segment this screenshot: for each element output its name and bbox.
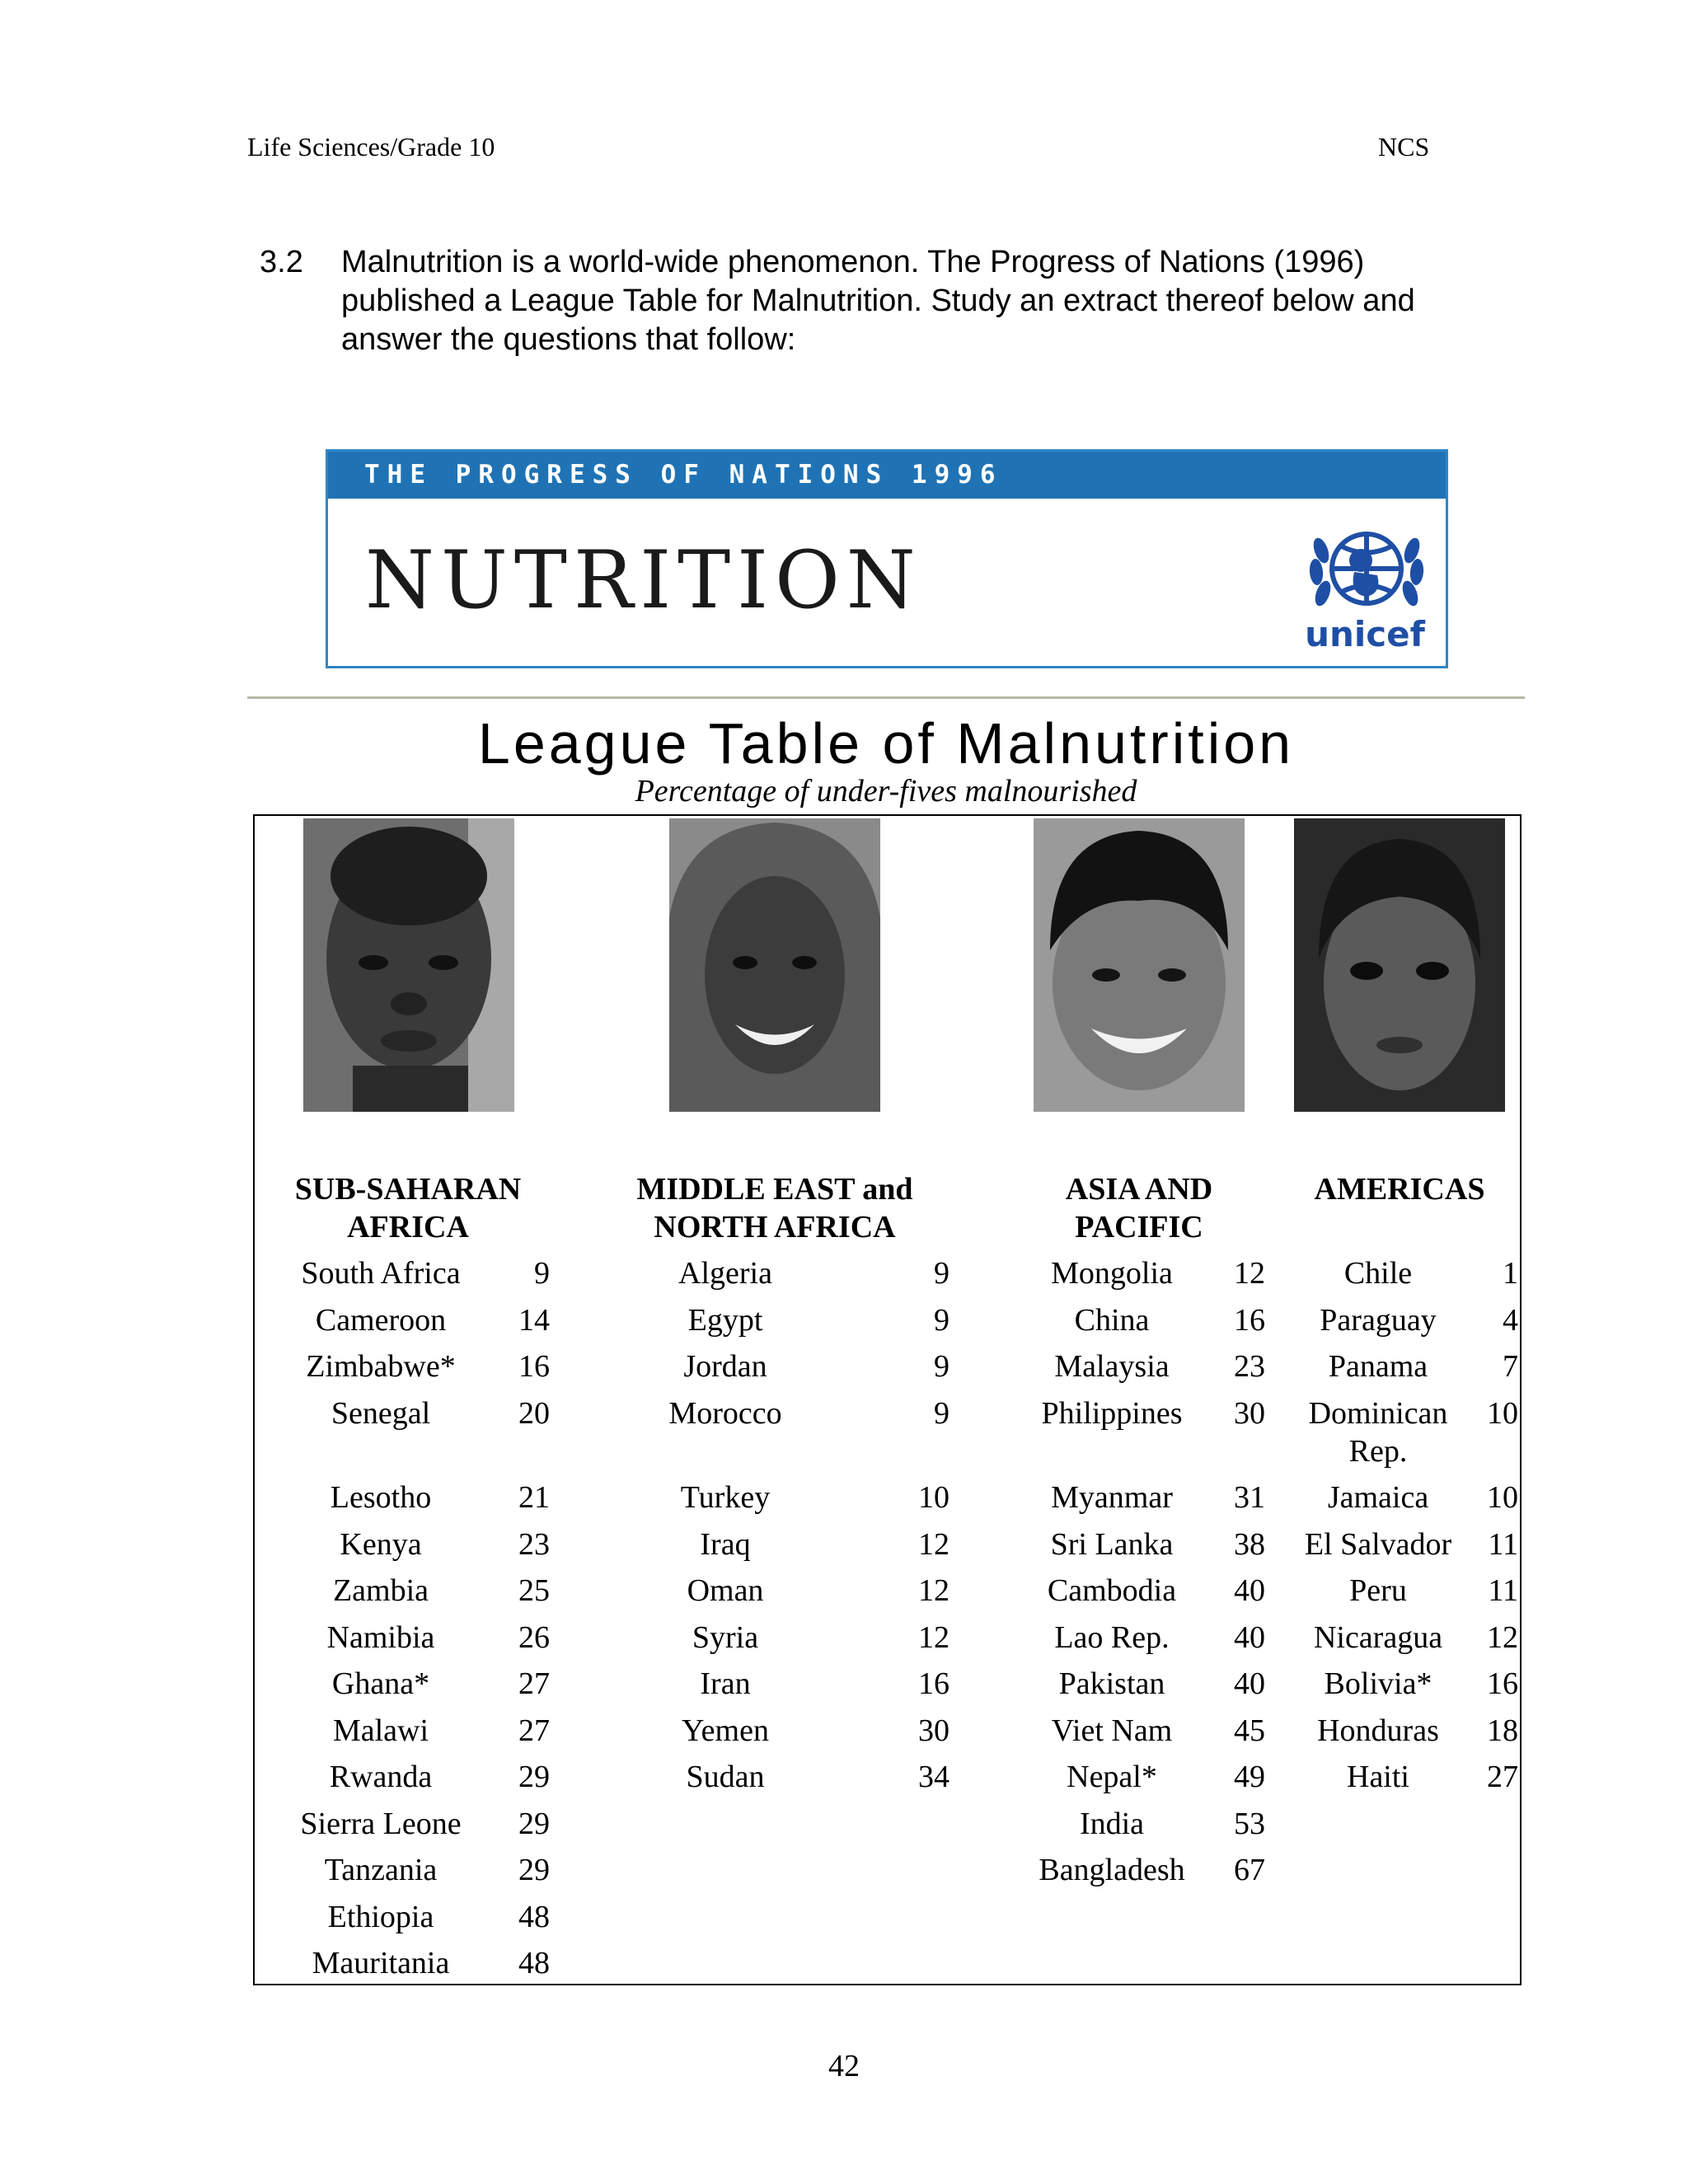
malnutrition-value: 16 — [1234, 1302, 1265, 1338]
country-name: Lesotho — [330, 1480, 432, 1515]
malnutrition-value: 14 — [518, 1302, 550, 1338]
country-name: Sudan — [686, 1760, 765, 1794]
malnutrition-value: 45 — [1234, 1713, 1265, 1748]
header-curriculum: NCS — [1378, 132, 1430, 162]
region-heading — [626, 1170, 923, 1246]
malnutrition-value: 9 — [934, 1302, 950, 1338]
region-heading-line: AFRICA — [347, 1210, 469, 1244]
portrait-americas — [1294, 818, 1505, 1112]
country-name: Philippines — [1041, 1395, 1183, 1431]
country-name: Sri Lanka — [1050, 1526, 1174, 1562]
malnutrition-value: 53 — [1234, 1806, 1265, 1841]
country-name: Sierra Leone — [300, 1806, 462, 1841]
country-name: Algeria — [678, 1256, 772, 1291]
malnutrition-value: 26 — [518, 1619, 550, 1655]
country-name: Senegal — [331, 1395, 431, 1431]
country-name: Nicaragua — [1313, 1619, 1443, 1655]
question-number: 3.2 — [260, 245, 303, 279]
section-divider — [247, 696, 1525, 699]
region-heading — [260, 1170, 556, 1246]
country-name: Haiti — [1347, 1760, 1409, 1794]
malnutrition-value: 10 — [1487, 1395, 1518, 1431]
malnutrition-value: 10 — [1487, 1480, 1518, 1515]
question-text: Malnutrition is a world-wide phenomenon. The Progress of Nations (1996) published a League Table for Malnutrition. Study an extract thereof below and answer the questions that follow: — [341, 245, 1415, 357]
malnutrition-value: 38 — [1234, 1526, 1265, 1562]
country-name: Lao Rep. — [1054, 1619, 1170, 1655]
page-number: 42 — [828, 2049, 860, 2083]
country-name: Kenya — [340, 1526, 422, 1562]
country-name: Malaysia — [1054, 1349, 1170, 1384]
country-name: Nepal* — [1067, 1760, 1157, 1794]
country-name: Bolivia* — [1324, 1666, 1432, 1701]
malnutrition-value: 23 — [518, 1526, 550, 1562]
country-name: El Salvador — [1304, 1526, 1452, 1562]
country-name: Honduras — [1317, 1713, 1439, 1748]
banner-top-text: THE PROGRESS OF NATIONS 1996 — [364, 460, 1003, 490]
country-name: Viet Nam — [1051, 1713, 1173, 1748]
country-name: Mauritania — [312, 1946, 450, 1980]
malnutrition-value: 18 — [1487, 1713, 1518, 1748]
country-name: Zimbabwe* — [306, 1349, 456, 1384]
malnutrition-value: 48 — [518, 1899, 550, 1934]
malnutrition-value: 30 — [1234, 1395, 1265, 1431]
malnutrition-value: 27 — [518, 1713, 550, 1748]
malnutrition-value: 25 — [518, 1573, 550, 1608]
country-name: Syria — [692, 1619, 759, 1655]
malnutrition-value: 40 — [1234, 1573, 1265, 1608]
country-name: Turkey — [680, 1480, 771, 1515]
malnutrition-value: 27 — [518, 1666, 550, 1701]
malnutrition-value: 29 — [518, 1853, 550, 1887]
country-name: Paraguay — [1320, 1302, 1437, 1338]
country-name: Morocco — [668, 1395, 782, 1431]
malnutrition-value: 12 — [1487, 1619, 1518, 1655]
country-name: Iran — [700, 1666, 751, 1701]
country-name: Namibia — [326, 1619, 435, 1655]
country-name: Jordan — [683, 1349, 767, 1384]
region-heading-line: AMERICAS — [1314, 1172, 1485, 1207]
malnutrition-value: 30 — [918, 1713, 950, 1748]
country-name: Ghana* — [331, 1666, 430, 1701]
malnutrition-value: 40 — [1234, 1619, 1265, 1655]
country-name: Cameroon — [315, 1302, 447, 1338]
malnutrition-value: 34 — [918, 1760, 950, 1794]
region-heading-line: PACIFIC — [1075, 1210, 1203, 1244]
malnutrition-value: 7 — [1503, 1349, 1518, 1384]
country-name: India — [1079, 1806, 1145, 1841]
malnutrition-value: 16 — [918, 1666, 950, 1701]
malnutrition-value: 9 — [934, 1395, 950, 1431]
league-table-title: League Table of Malnutrition — [477, 711, 1295, 776]
malnutrition-value: 16 — [518, 1349, 550, 1384]
malnutrition-value: 23 — [1234, 1349, 1265, 1384]
malnutrition-value: 12 — [918, 1619, 950, 1655]
malnutrition-value: 29 — [518, 1806, 550, 1841]
malnutrition-value: 12 — [1234, 1256, 1265, 1291]
region-heading — [991, 1170, 1287, 1246]
header-subject: Life Sciences/Grade 10 — [247, 132, 495, 162]
country-name: Oman — [687, 1573, 764, 1608]
country-name: Iraq — [700, 1526, 751, 1562]
region-heading-line: MIDDLE EAST and — [636, 1172, 913, 1207]
region-heading-line: ASIA AND — [1065, 1172, 1213, 1207]
malnutrition-value: 29 — [518, 1760, 550, 1794]
country-name: Chile — [1343, 1256, 1413, 1291]
country-name: Tanzania — [324, 1853, 438, 1887]
country-name: Egypt — [687, 1302, 763, 1338]
malnutrition-value: 27 — [1487, 1760, 1518, 1794]
malnutrition-value: 12 — [918, 1573, 950, 1608]
malnutrition-value: 12 — [918, 1526, 950, 1562]
region-heading-line: SUB-SAHARAN — [294, 1172, 522, 1207]
country-name: Panama — [1328, 1349, 1428, 1384]
banner-top-bar — [328, 452, 1446, 499]
malnutrition-value: 31 — [1234, 1480, 1265, 1515]
malnutrition-value: 48 — [518, 1946, 550, 1980]
malnutrition-value: 9 — [934, 1349, 950, 1384]
malnutrition-value: 40 — [1234, 1666, 1265, 1701]
unicef-logo-text: unicef — [1305, 614, 1425, 654]
malnutrition-value: 21 — [518, 1480, 550, 1515]
portrait-africa — [303, 818, 514, 1112]
country-name: Myanmar — [1051, 1480, 1173, 1515]
country-name: Mongolia — [1051, 1256, 1173, 1291]
malnutrition-value: 11 — [1488, 1573, 1518, 1608]
country-name: China — [1074, 1302, 1150, 1338]
nutrition-banner — [326, 449, 1448, 668]
country-name: Bangladesh — [1039, 1853, 1185, 1887]
country-name: Pakistan — [1058, 1666, 1165, 1701]
league-table-subtitle: Percentage of under-fives malnourished — [635, 774, 1137, 808]
malnutrition-value: 16 — [1487, 1666, 1518, 1701]
country-name: Yemen — [682, 1713, 769, 1748]
country-name: Zambia — [332, 1573, 429, 1608]
malnutrition-value: 20 — [518, 1395, 550, 1431]
portrait-asia — [1034, 818, 1245, 1112]
country-name: Malawi — [332, 1713, 429, 1748]
country-name: Jamaica — [1327, 1480, 1429, 1515]
country-name: South Africa — [301, 1256, 461, 1291]
country-name: Cambodia — [1047, 1573, 1177, 1608]
malnutrition-value: 1 — [1503, 1256, 1518, 1291]
malnutrition-value: 10 — [918, 1480, 950, 1515]
region-heading — [1251, 1170, 1548, 1208]
country-name: Dominican Rep. — [1308, 1395, 1448, 1469]
banner-title: NUTRITION — [365, 534, 922, 626]
portrait-middle-east — [669, 818, 880, 1112]
malnutrition-value: 4 — [1503, 1302, 1518, 1338]
malnutrition-value: 49 — [1234, 1760, 1265, 1794]
country-name: Ethiopia — [327, 1899, 434, 1934]
region-heading-line: NORTH AFRICA — [654, 1210, 896, 1244]
country-name: Peru — [1349, 1573, 1407, 1608]
malnutrition-value: 9 — [534, 1256, 550, 1291]
malnutrition-value: 67 — [1234, 1853, 1265, 1887]
malnutrition-value: 11 — [1488, 1526, 1518, 1562]
malnutrition-value: 9 — [934, 1256, 950, 1291]
country-name: Rwanda — [329, 1760, 433, 1794]
